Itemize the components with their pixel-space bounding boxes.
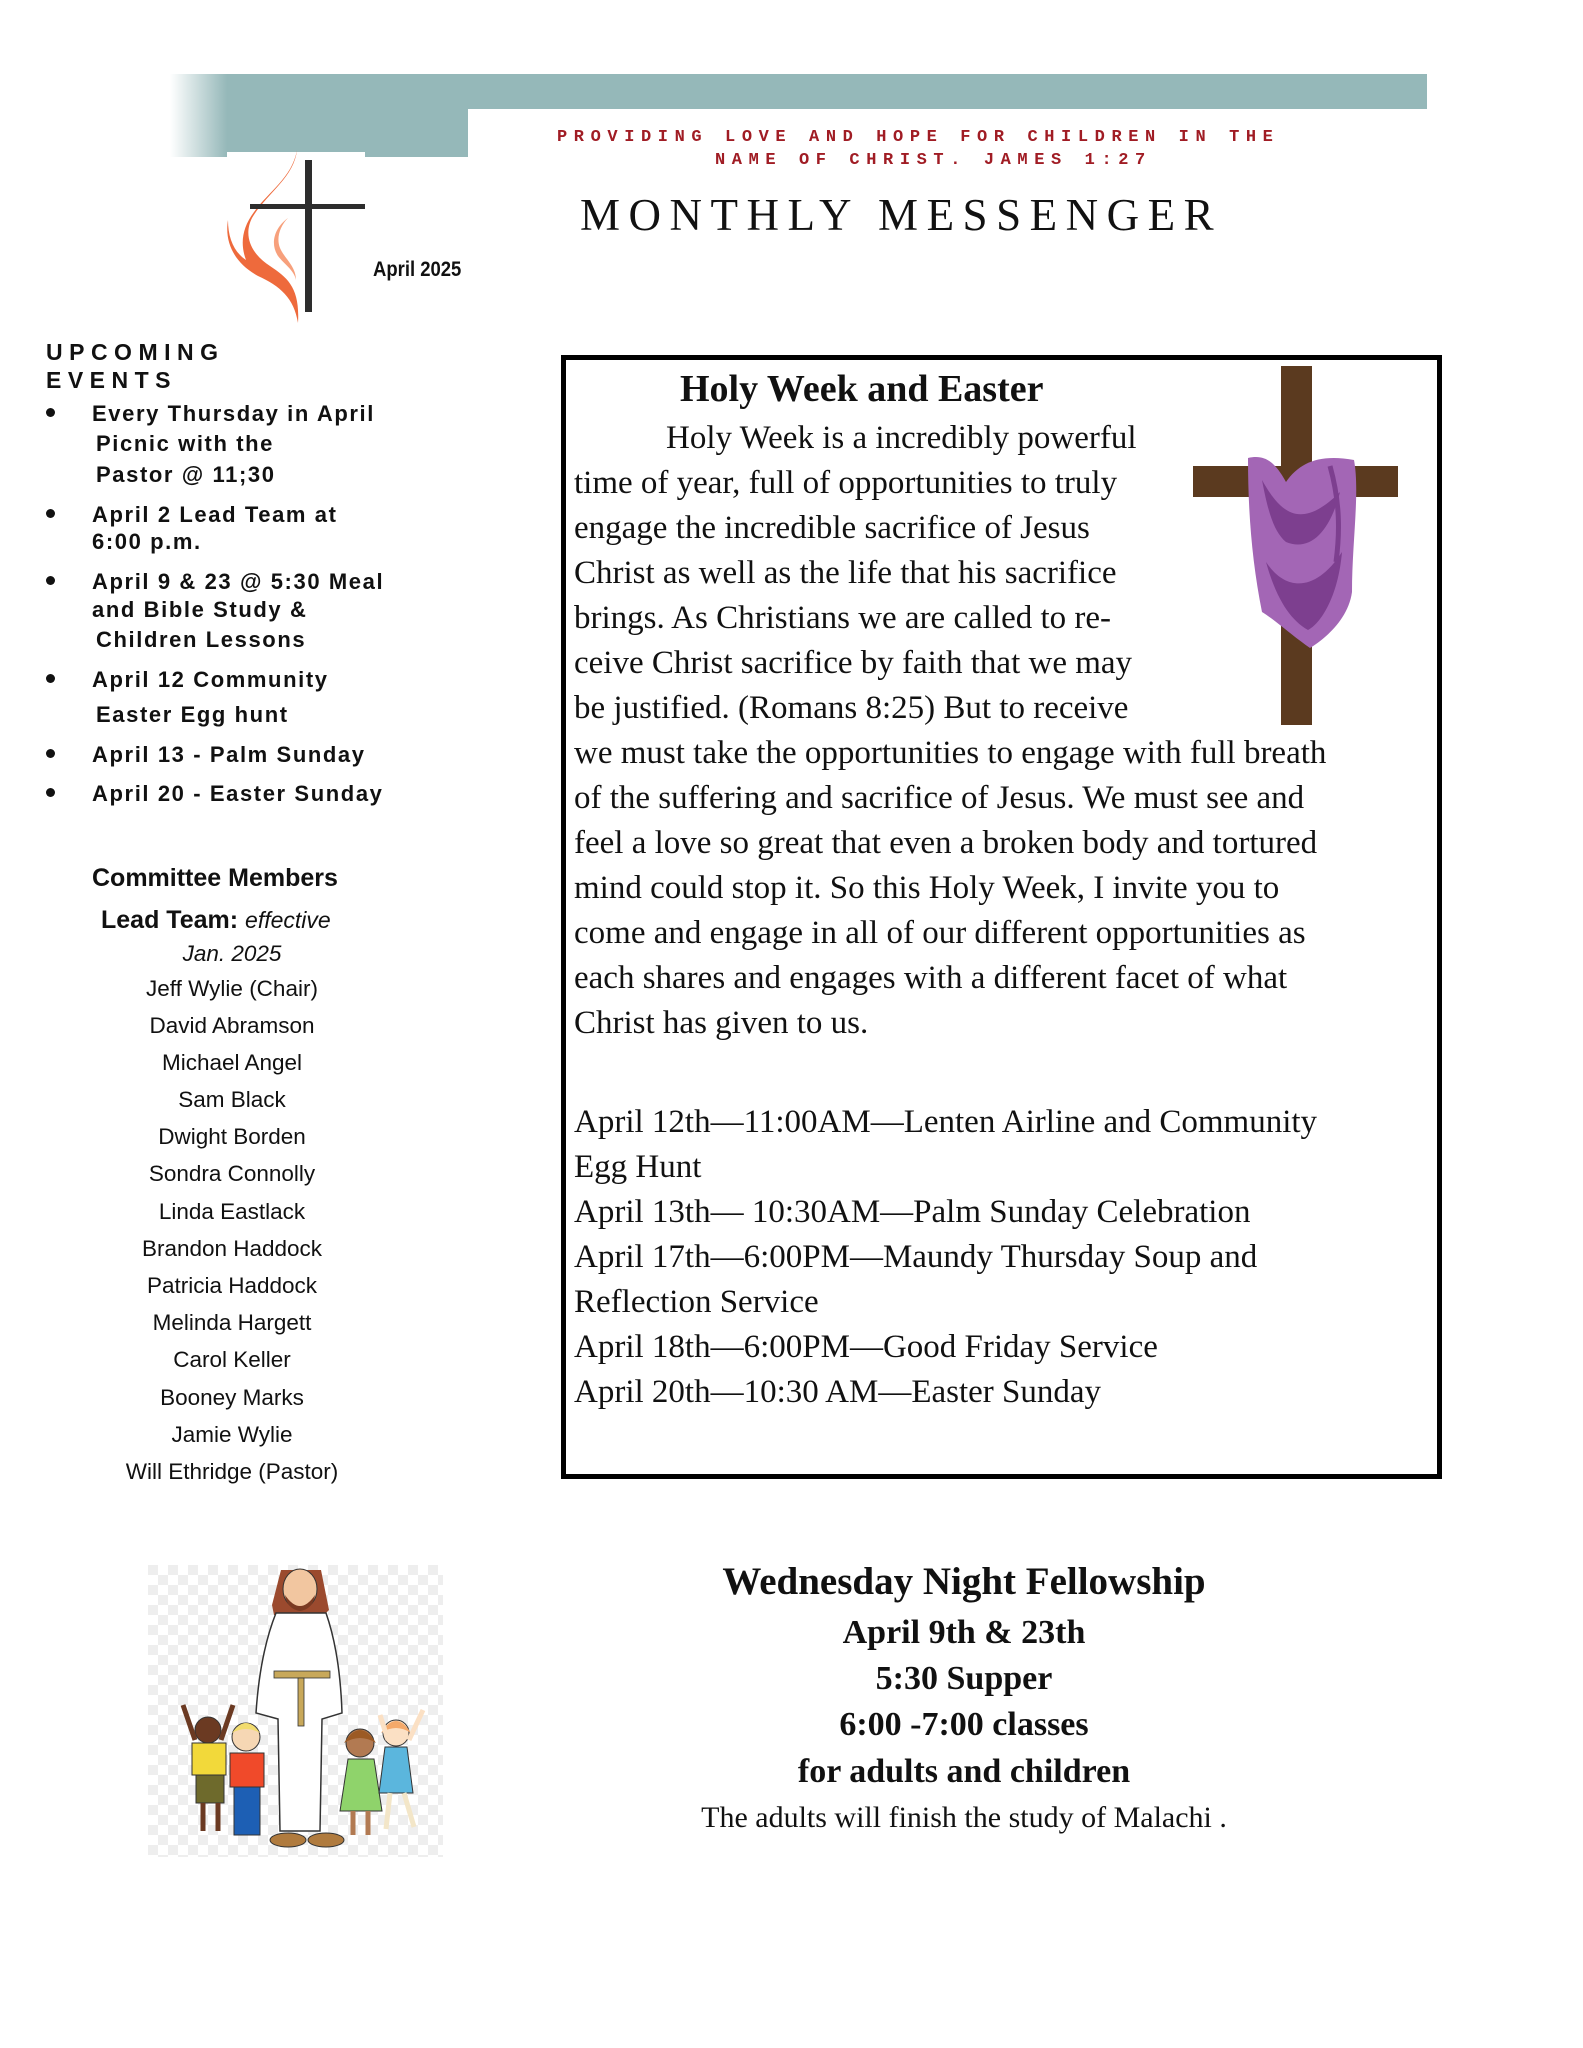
cross-and-flame-icon xyxy=(222,148,372,328)
story-body-line: each shares and engages with a different facet of what xyxy=(574,960,1288,996)
logo-cross-bar xyxy=(250,204,365,209)
events-heading-line-1: UPCOMING xyxy=(46,339,225,365)
event-line: Children Lessons xyxy=(96,627,307,652)
story-body-line: be justified. (Romans 8:25) But to receive xyxy=(574,690,1129,726)
events-heading-line-2: EVENTS xyxy=(46,367,178,393)
fellowship-note: The adults will finish the study of Malachi . xyxy=(701,1801,1227,1834)
story-body-line: mind could stop it. So this Holy Week, I invite you to xyxy=(574,870,1280,906)
cross-with-purple-drape-icon xyxy=(1190,362,1402,728)
committee-member: Dwight Borden xyxy=(158,1124,306,1149)
child-1-head xyxy=(195,1717,221,1743)
child-2-shirt xyxy=(230,1753,264,1787)
schedule-line: April 18th—6:00PM—Good Friday Service xyxy=(574,1329,1158,1365)
child-1-shorts xyxy=(196,1775,224,1803)
fellowship-title: Wednesday Night Fellowship xyxy=(722,1560,1206,1603)
story-body-line: Christ as well as the life that his sacrifice xyxy=(574,555,1117,591)
tagline-line-2: NAME OF CHRIST. JAMES 1:27 xyxy=(715,151,1152,170)
committee-member: Sam Black xyxy=(178,1087,286,1112)
committee-member: Michael Angel xyxy=(161,1050,303,1075)
story-body-line: we must take the opportunities to engage with full breath xyxy=(574,735,1327,771)
flame-inner xyxy=(274,218,296,280)
committee-member: David Abramson xyxy=(149,1013,315,1038)
story-body-line: come and engage in all of our different opportunities as xyxy=(574,915,1306,951)
belt xyxy=(274,1671,330,1678)
header-band-fade xyxy=(170,74,227,157)
event-line: Pastor @ 11;30 xyxy=(96,462,276,487)
story-body-line: of the suffering and sacrifice of Jesus. We must see and xyxy=(574,780,1305,816)
bullet-icon xyxy=(46,749,55,758)
child-2-pants xyxy=(234,1787,260,1835)
header-band-notch xyxy=(468,109,508,157)
effective-date: Jan. 2025 xyxy=(182,941,282,966)
schedule-line: April 13th— 10:30AM—Palm Sunday Celebration xyxy=(574,1194,1251,1230)
schedule-line: April 20th—10:30 AM—Easter Sunday xyxy=(574,1374,1102,1410)
bullet-icon xyxy=(46,408,55,417)
fellowship-audience: for adults and children xyxy=(797,1753,1131,1790)
story-body-line: Christ has given to us. xyxy=(574,1005,869,1041)
event-line: April 13 - Palm Sunday xyxy=(92,742,366,767)
event-line: April 20 - Easter Sunday xyxy=(92,781,384,806)
bullet-icon xyxy=(46,674,55,683)
sandal-left xyxy=(270,1833,306,1847)
schedule-line: Egg Hunt xyxy=(574,1149,702,1185)
event-line: April 12 Community xyxy=(92,667,329,692)
belt-tie xyxy=(298,1678,304,1726)
child-1-shirt xyxy=(192,1743,226,1775)
fellowship-classes: 6:00 -7:00 classes xyxy=(839,1706,1089,1743)
child-3-dress xyxy=(340,1759,382,1811)
committee-member: Jamie Wylie xyxy=(171,1422,293,1447)
header-band xyxy=(227,74,1427,109)
event-line: Easter Egg hunt xyxy=(96,702,289,727)
bullet-icon xyxy=(46,576,55,585)
schedule-line: April 12th—11:00AM—Lenten Airline and Community xyxy=(574,1104,1318,1140)
story-body-line: brings. As Christians we are called to re- xyxy=(574,600,1112,636)
story-body-line: time of year, full of opportunities to truly xyxy=(574,465,1118,501)
committee-member: Jeff Wylie (Chair) xyxy=(146,976,318,1001)
masthead-title: MONTHLY MESSENGER xyxy=(580,190,1223,240)
committee-member: Linda Eastlack xyxy=(158,1199,306,1224)
effective-label: effective xyxy=(245,907,331,933)
event-line: 6:00 p.m. xyxy=(92,529,202,554)
story-body-line: feel a love so great that even a broken body and tortured xyxy=(574,825,1318,861)
bullet-icon xyxy=(46,788,55,797)
event-line: April 2 Lead Team at xyxy=(92,502,338,527)
story-body-line: engage the incredible sacrifice of Jesus xyxy=(574,510,1090,546)
story-title: Holy Week and Easter xyxy=(680,368,1044,410)
bullet-icon xyxy=(46,509,55,518)
lead-team-line xyxy=(101,905,331,935)
child-4-dress xyxy=(379,1747,413,1793)
logo-cross-vertical xyxy=(305,160,312,312)
issue-date: April 2025 xyxy=(373,258,462,281)
sandal-right xyxy=(308,1833,344,1847)
fellowship-supper: 5:30 Supper xyxy=(875,1660,1053,1697)
flame-outer xyxy=(227,150,298,323)
committee-member: Booney Marks xyxy=(160,1385,304,1410)
event-line: April 9 & 23 @ 5:30 Meal xyxy=(92,569,385,594)
committee-member: Will Ethridge (Pastor) xyxy=(125,1459,339,1484)
event-line: Picnic with the xyxy=(96,431,275,456)
event-line: and Bible Study & xyxy=(92,597,308,622)
lead-team-label: Lead Team: xyxy=(101,906,239,934)
committee-member: Sondra Connolly xyxy=(148,1161,316,1186)
story-body-line: Holy Week is a incredibly powerful xyxy=(666,420,1137,456)
fellowship-dates: April 9th & 23th xyxy=(842,1614,1086,1651)
tagline-line-1: PROVIDING LOVE AND HOPE FOR CHILDREN IN THE xyxy=(557,128,1280,147)
jesus-with-children-illustration xyxy=(148,1565,443,1857)
schedule-line: April 17th—6:00PM—Maundy Thursday Soup and xyxy=(574,1239,1258,1275)
schedule-line: Reflection Service xyxy=(574,1284,819,1320)
committee-member: Brandon Haddock xyxy=(141,1236,323,1261)
story-body-line: ceive Christ sacrifice by faith that we may xyxy=(574,645,1133,681)
committee-member: Melinda Hargett xyxy=(152,1310,312,1335)
committee-heading: Committee Members xyxy=(92,864,338,892)
committee-member: Patricia Haddock xyxy=(146,1273,318,1298)
committee-member: Carol Keller xyxy=(173,1347,291,1372)
event-line: Every Thursday in April xyxy=(92,401,375,426)
